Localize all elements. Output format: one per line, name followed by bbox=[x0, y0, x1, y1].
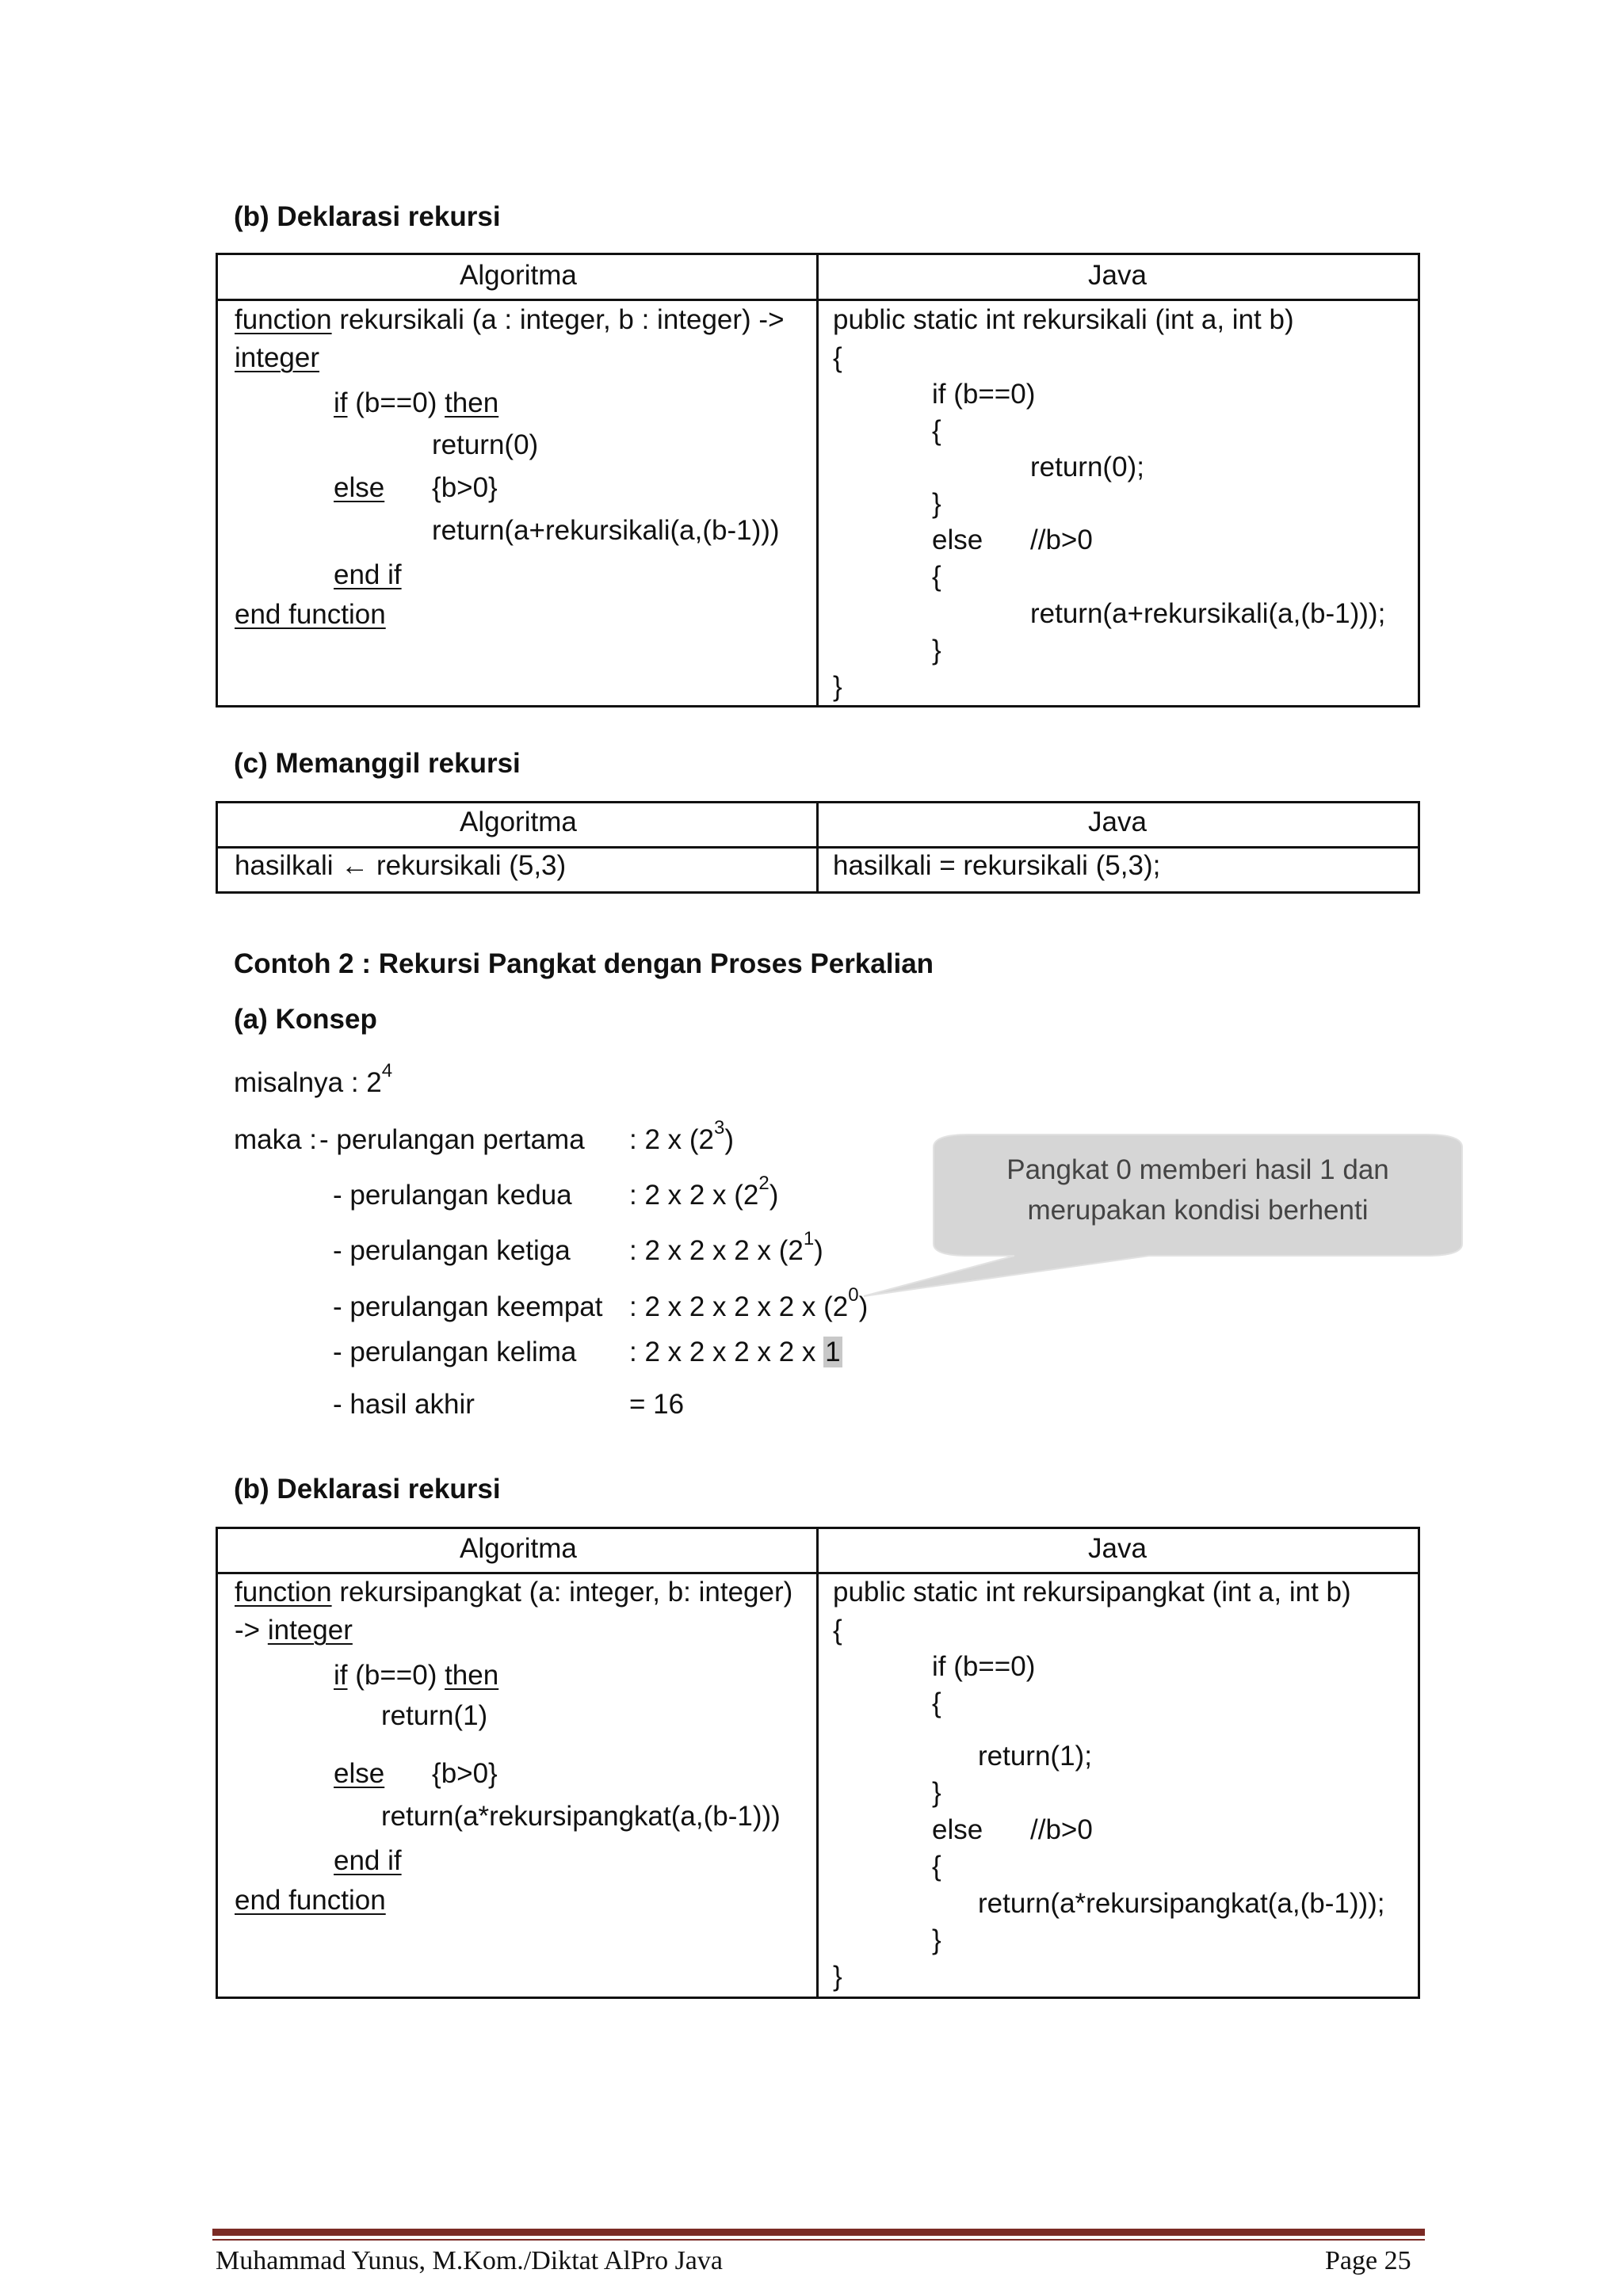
code-line: { bbox=[932, 561, 941, 592]
step-value: : 2 x 2 x 2 x 2 x 1 bbox=[629, 1337, 841, 1367]
code-line: { bbox=[932, 1688, 941, 1718]
step-label: - perulangan kedua bbox=[333, 1180, 572, 1211]
step-label: - hasil akhir bbox=[333, 1389, 475, 1420]
code-line: } bbox=[932, 1777, 941, 1808]
code-line: -> integer bbox=[235, 1615, 353, 1646]
footer-page-number: Page 25 bbox=[1325, 2246, 1411, 2275]
code-line: hasilkali = rekursikali (5,3); bbox=[833, 850, 1161, 881]
code-line: public static int rekursikali (int a, int b) bbox=[833, 304, 1294, 335]
step-label: - perulangan ketiga bbox=[333, 1235, 571, 1266]
contoh-2-title: Contoh 2 : Rekursi Pangkat dengan Proses Perkalian bbox=[234, 948, 934, 979]
code-line: return(0); bbox=[1030, 452, 1144, 482]
code-line: return(a+rekursikali(a,(b-1))); bbox=[1030, 598, 1386, 629]
maka-label: maka : bbox=[234, 1124, 318, 1155]
highlight-one: 1 bbox=[825, 1337, 841, 1367]
header-java: Java bbox=[1088, 1533, 1147, 1564]
konsep-title: (a) Konsep bbox=[234, 1004, 377, 1035]
step-value: : 2 x 2 x 2 x 2 x $(2^0)$ bbox=[629, 1284, 869, 1322]
section-title-deklarasi-2: (b) Deklarasi rekursi bbox=[234, 1474, 501, 1505]
footer-rule-thin bbox=[212, 2239, 1425, 2241]
section-title-memanggil: (c) Memanggil rekursi bbox=[234, 748, 521, 779]
code-line: return(1); bbox=[978, 1741, 1092, 1772]
code-line: end function bbox=[235, 599, 386, 630]
table-header-line bbox=[216, 1572, 1420, 1574]
step-value: : 2 x 2 x $(2^2)$ bbox=[629, 1173, 779, 1211]
code-line: return(0) bbox=[432, 429, 539, 460]
code-line: { bbox=[833, 342, 842, 373]
code-line: end function bbox=[235, 1885, 386, 1916]
step-value: : 2 x $(2^3)$ bbox=[629, 1117, 734, 1155]
code-line: else bbox=[334, 472, 385, 503]
code-line: { bbox=[932, 1851, 941, 1882]
code-line: else bbox=[334, 1758, 385, 1789]
code-line: hasilkali ← rekursikali (5,3) bbox=[235, 850, 567, 881]
code-line: return(1) bbox=[381, 1700, 488, 1731]
code-line: { bbox=[932, 415, 941, 446]
code-comment: //b>0 bbox=[1030, 524, 1093, 555]
code-line: end if bbox=[334, 1845, 402, 1876]
step-label: - perulangan keempat bbox=[333, 1291, 603, 1322]
header-java: Java bbox=[1088, 260, 1147, 291]
code-line: if (b==0) bbox=[932, 379, 1036, 410]
code-line: return(a*rekursipangkat(a,(b-1))); bbox=[978, 1888, 1385, 1919]
code-line: } bbox=[833, 1961, 842, 1992]
code-line: } bbox=[932, 635, 941, 666]
step-label: - perulangan kelima bbox=[333, 1337, 577, 1367]
table-divider bbox=[816, 1527, 819, 1999]
step-label: - perulangan pertama bbox=[319, 1124, 585, 1155]
code-line: if (b==0) then bbox=[334, 1660, 499, 1691]
code-line: return(a+rekursikali(a,(b-1))) bbox=[432, 515, 780, 546]
header-algoritma: Algoritma bbox=[460, 807, 577, 837]
code-comment: {b>0} bbox=[432, 1758, 498, 1789]
section-title-deklarasi-1: (b) Deklarasi rekursi bbox=[234, 201, 501, 232]
code-line: return(a*rekursipangkat(a,(b-1))) bbox=[381, 1801, 781, 1832]
code-line: else bbox=[932, 1814, 983, 1845]
header-algoritma: Algoritma bbox=[460, 1533, 577, 1564]
code-line: { bbox=[833, 1615, 842, 1646]
step-value: : 2 x 2 x 2 x $(2^1)$ bbox=[629, 1228, 823, 1266]
footer-author: Muhammad Yunus, M.Kom./Diktat AlPro Java bbox=[216, 2246, 723, 2275]
code-line: function rekursikali (a : integer, b : integer) -> bbox=[235, 304, 785, 335]
code-line: public static int rekursipangkat (int a, int b) bbox=[833, 1577, 1351, 1608]
header-algoritma: Algoritma bbox=[460, 260, 577, 291]
header-java: Java bbox=[1088, 807, 1147, 837]
code-line: } bbox=[932, 1924, 941, 1955]
step-value: = 16 bbox=[629, 1389, 685, 1420]
code-comment: //b>0 bbox=[1030, 1814, 1093, 1845]
code-line: end if bbox=[334, 559, 402, 590]
code-line: else bbox=[932, 524, 983, 555]
code-line: integer bbox=[235, 342, 320, 373]
code-line: } bbox=[932, 488, 941, 519]
callout-line-2: merupakan kondisi berhenti bbox=[1027, 1195, 1369, 1226]
code-comment: {b>0} bbox=[432, 472, 498, 503]
code-line: if (b==0) then bbox=[334, 387, 499, 418]
code-line: } bbox=[833, 671, 842, 702]
code-line: function rekursipangkat (a: integer, b: integer) bbox=[235, 1577, 793, 1608]
footer-rule-thick bbox=[212, 2229, 1425, 2236]
misalnya-line: misalnya : $2^4$ bbox=[234, 1060, 393, 1098]
code-line: if (b==0) bbox=[932, 1651, 1036, 1682]
callout-line-1: Pangkat 0 memberi hasil 1 dan bbox=[1006, 1154, 1389, 1185]
